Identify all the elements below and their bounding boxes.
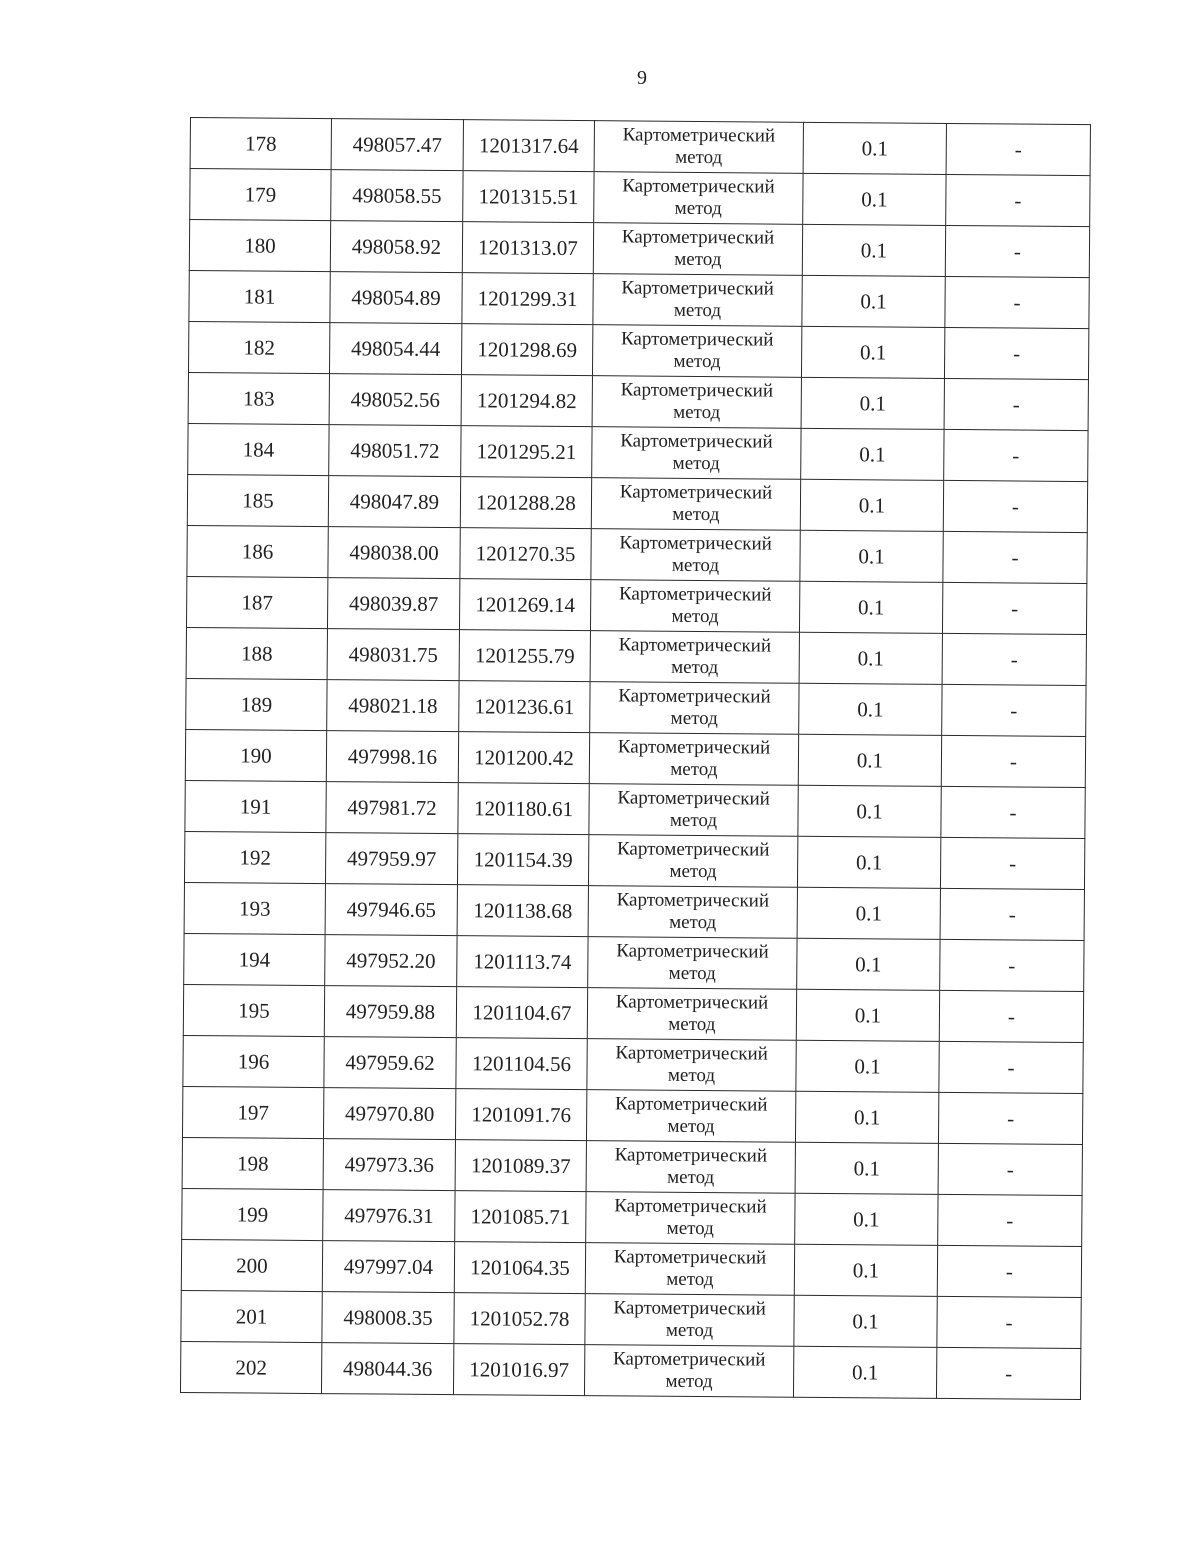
x-coordinate-cell: 498038.00 xyxy=(328,527,460,579)
method-line-1: Картометрический xyxy=(618,634,772,657)
method-cell xyxy=(586,1141,795,1194)
y-coordinate-cell: 1201299.31 xyxy=(462,273,593,325)
point-number-cell: 201 xyxy=(181,1290,322,1342)
table-row xyxy=(185,729,1085,787)
y-coordinate-cell: 1201288.28 xyxy=(460,477,591,529)
method-cell xyxy=(589,784,798,837)
point-number-cell: 200 xyxy=(181,1239,322,1291)
description-cell: - xyxy=(940,888,1084,940)
method-line-2: метод xyxy=(667,1064,716,1087)
method-line-2: метод xyxy=(672,503,720,526)
x-coordinate-cell: 497952.20 xyxy=(325,935,457,987)
method-cell xyxy=(587,988,796,1041)
method-line-1: Картометрический xyxy=(615,1042,768,1065)
x-coordinate-cell: 497981.72 xyxy=(326,782,458,834)
table-row xyxy=(188,372,1088,430)
description-cell: - xyxy=(944,378,1088,430)
x-coordinate-cell: 498054.44 xyxy=(329,323,461,375)
method-line-2: метод xyxy=(668,962,716,985)
y-coordinate-cell: 1201298.69 xyxy=(461,324,592,376)
x-coordinate-cell: 497973.36 xyxy=(323,1139,455,1191)
method-line-1: Картометрический xyxy=(618,685,771,708)
method-line-2: метод xyxy=(670,758,718,781)
accuracy-cell: 0.1 xyxy=(794,1244,937,1296)
y-coordinate-cell: 1201064.35 xyxy=(454,1242,585,1294)
accuracy-cell: 0.1 xyxy=(803,122,946,174)
accuracy-cell: 0.1 xyxy=(799,632,942,684)
method-cell xyxy=(589,733,798,786)
y-coordinate-cell: 1201052.78 xyxy=(454,1293,585,1345)
y-coordinate-cell: 1201200.42 xyxy=(458,732,589,784)
y-coordinate-cell: 1201089.37 xyxy=(455,1140,586,1192)
accuracy-cell: 0.1 xyxy=(801,428,944,480)
x-coordinate-cell: 498008.35 xyxy=(322,1292,454,1344)
description-cell: - xyxy=(939,990,1083,1042)
method-line-2: метод xyxy=(665,1370,713,1393)
method-cell xyxy=(586,1192,795,1245)
method-line-2: метод xyxy=(674,197,722,220)
y-coordinate-cell: 1201113.74 xyxy=(457,936,588,988)
coordinates-table xyxy=(180,117,1091,1400)
table-row xyxy=(188,321,1088,379)
method-line-2: метод xyxy=(669,860,717,883)
accuracy-cell: 0.1 xyxy=(799,581,942,633)
description-cell: - xyxy=(937,1296,1081,1348)
y-coordinate-cell: 1201255.79 xyxy=(459,630,590,682)
accuracy-cell: 0.1 xyxy=(793,1346,936,1398)
table-row xyxy=(185,780,1085,838)
description-cell: - xyxy=(942,633,1086,685)
method-line-1: Картометрический xyxy=(617,736,771,759)
method-cell xyxy=(586,1090,795,1143)
method-cell xyxy=(588,835,797,888)
method-line-1: Картометрический xyxy=(620,328,774,351)
point-number-cell: 197 xyxy=(182,1086,323,1138)
method-line-1: Картометрический xyxy=(616,838,770,861)
method-line-1: Картометрический xyxy=(621,226,775,249)
method-line-1: Картометрический xyxy=(620,379,774,402)
coordinates-table-wrapper xyxy=(180,117,1091,1400)
y-coordinate-cell: 1201154.39 xyxy=(457,834,588,886)
description-cell: - xyxy=(944,327,1088,379)
method-line-1: Картометрический xyxy=(614,1093,768,1116)
table-row xyxy=(182,1188,1082,1246)
method-cell xyxy=(590,682,799,735)
method-line-1: Картометрический xyxy=(616,889,770,912)
table-row xyxy=(190,169,1090,227)
description-cell: - xyxy=(936,1347,1080,1399)
description-cell: - xyxy=(941,735,1085,787)
method-line-2: метод xyxy=(671,605,719,628)
y-coordinate-cell: 1201295.21 xyxy=(461,426,592,478)
method-cell xyxy=(590,631,799,684)
description-cell: - xyxy=(937,1245,1081,1297)
point-number-cell: 192 xyxy=(184,831,325,883)
table-row xyxy=(180,1341,1080,1399)
table-row xyxy=(181,1239,1081,1297)
accuracy-cell: 0.1 xyxy=(795,1091,938,1143)
x-coordinate-cell: 498031.75 xyxy=(327,629,459,681)
point-number-cell: 186 xyxy=(187,525,328,577)
point-number-cell: 178 xyxy=(190,118,331,170)
table-row xyxy=(189,220,1089,278)
method-line-2: метод xyxy=(665,1319,714,1342)
x-coordinate-cell: 497959.88 xyxy=(324,986,456,1038)
accuracy-cell: 0.1 xyxy=(802,224,945,276)
table-row xyxy=(184,831,1084,889)
description-cell: - xyxy=(938,1143,1082,1195)
point-number-cell: 191 xyxy=(185,780,326,832)
method-line-1: Картометрический xyxy=(619,532,772,555)
table-row xyxy=(190,118,1090,176)
method-line-2: метод xyxy=(671,656,719,679)
x-coordinate-cell: 497998.16 xyxy=(326,731,458,783)
accuracy-cell: 0.1 xyxy=(801,326,944,378)
x-coordinate-cell: 498052.56 xyxy=(329,374,461,426)
method-cell xyxy=(592,325,801,378)
y-coordinate-cell: 1201313.07 xyxy=(462,222,593,274)
method-line-1: Картометрический xyxy=(614,1144,768,1167)
x-coordinate-cell: 497959.97 xyxy=(325,833,457,885)
accuracy-cell: 0.1 xyxy=(795,1142,938,1194)
point-number-cell: 185 xyxy=(187,474,328,526)
x-coordinate-cell: 498021.18 xyxy=(327,680,459,732)
description-cell: - xyxy=(944,429,1088,481)
table-row xyxy=(183,984,1083,1042)
method-cell xyxy=(593,274,802,327)
table-row xyxy=(189,270,1089,328)
description-cell: - xyxy=(942,582,1086,634)
x-coordinate-cell: 498057.47 xyxy=(331,119,463,171)
point-number-cell: 184 xyxy=(188,423,329,475)
method-line-1: Картометрический xyxy=(622,124,776,147)
description-cell: - xyxy=(946,174,1090,226)
point-number-cell: 198 xyxy=(182,1137,323,1189)
accuracy-cell: 0.1 xyxy=(799,683,942,735)
description-cell: - xyxy=(943,480,1087,532)
point-number-cell: 196 xyxy=(183,1035,324,1087)
table-row xyxy=(188,423,1088,481)
x-coordinate-cell: 498058.55 xyxy=(331,170,463,222)
table-row xyxy=(184,882,1084,940)
accuracy-cell: 0.1 xyxy=(795,1193,938,1245)
method-line-2: метод xyxy=(673,299,722,322)
y-coordinate-cell: 1201016.97 xyxy=(453,1344,584,1396)
y-coordinate-cell: 1201315.51 xyxy=(463,171,594,223)
method-cell xyxy=(591,478,800,531)
description-cell: - xyxy=(945,225,1089,277)
x-coordinate-cell: 498054.89 xyxy=(330,272,462,324)
point-number-cell: 183 xyxy=(188,372,329,424)
table-row xyxy=(186,627,1086,685)
method-cell xyxy=(591,529,800,582)
x-coordinate-cell: 497946.65 xyxy=(325,884,457,936)
point-number-cell: 187 xyxy=(186,576,327,628)
method-line-1: Картометрический xyxy=(618,583,772,606)
point-number-cell: 190 xyxy=(185,729,326,781)
description-cell: - xyxy=(945,276,1089,328)
y-coordinate-cell: 1201104.56 xyxy=(456,1038,587,1090)
method-cell xyxy=(584,1345,793,1398)
x-coordinate-cell: 498047.89 xyxy=(328,476,460,528)
description-cell: - xyxy=(938,1194,1082,1246)
y-coordinate-cell: 1201138.68 xyxy=(457,885,588,937)
method-line-1: Картометрический xyxy=(622,175,775,198)
method-line-1: Картометрический xyxy=(612,1348,766,1371)
method-line-2: метод xyxy=(669,911,717,934)
y-coordinate-cell: 1201104.67 xyxy=(456,987,587,1039)
table-row xyxy=(187,474,1087,532)
point-number-cell: 189 xyxy=(186,678,327,730)
accuracy-cell: 0.1 xyxy=(797,938,940,990)
method-cell xyxy=(594,172,803,225)
method-cell xyxy=(585,1294,794,1347)
method-line-2: метод xyxy=(672,452,720,475)
method-cell xyxy=(588,937,797,990)
accuracy-cell: 0.1 xyxy=(801,377,944,429)
description-cell: - xyxy=(939,1041,1083,1093)
accuracy-cell: 0.1 xyxy=(797,887,940,939)
table-row xyxy=(184,933,1084,991)
x-coordinate-cell: 497997.04 xyxy=(322,1241,454,1293)
point-number-cell: 181 xyxy=(189,270,330,322)
accuracy-cell: 0.1 xyxy=(796,1040,939,1092)
method-line-2: метод xyxy=(668,1013,716,1036)
accuracy-cell: 0.1 xyxy=(796,989,939,1041)
coordinates-table-body xyxy=(180,118,1090,1400)
method-cell xyxy=(590,580,799,633)
method-line-2: метод xyxy=(673,401,721,424)
y-coordinate-cell: 1201236.61 xyxy=(459,681,590,733)
method-line-1: Картометрический xyxy=(621,277,774,300)
table-row xyxy=(187,525,1087,583)
point-number-cell: 179 xyxy=(190,169,331,221)
accuracy-cell: 0.1 xyxy=(794,1295,937,1347)
point-number-cell: 202 xyxy=(180,1341,321,1393)
x-coordinate-cell: 497959.62 xyxy=(324,1037,456,1089)
x-coordinate-cell: 498051.72 xyxy=(329,425,461,477)
x-coordinate-cell: 498058.92 xyxy=(330,221,462,273)
method-line-2: метод xyxy=(671,554,720,577)
description-cell: - xyxy=(943,531,1087,583)
y-coordinate-cell: 1201269.14 xyxy=(459,579,590,631)
y-coordinate-cell: 1201317.64 xyxy=(463,120,594,172)
method-line-1: Картометрический xyxy=(615,991,769,1014)
method-line-1: Картометрический xyxy=(619,481,773,504)
table-row xyxy=(182,1086,1082,1144)
page-number: 9 xyxy=(637,67,647,89)
accuracy-cell: 0.1 xyxy=(797,836,940,888)
point-number-cell: 193 xyxy=(184,882,325,934)
method-line-2: метод xyxy=(666,1268,714,1291)
method-cell xyxy=(592,427,801,480)
description-cell: - xyxy=(946,123,1090,175)
method-cell xyxy=(593,223,802,276)
y-coordinate-cell: 1201270.35 xyxy=(460,528,591,580)
x-coordinate-cell: 497970.80 xyxy=(323,1088,455,1140)
point-number-cell: 195 xyxy=(183,984,324,1036)
table-row xyxy=(183,1035,1083,1093)
method-line-2: метод xyxy=(674,248,722,271)
y-coordinate-cell: 1201091.76 xyxy=(455,1089,586,1141)
accuracy-cell: 0.1 xyxy=(798,734,941,786)
method-line-2: метод xyxy=(667,1115,715,1138)
y-coordinate-cell: 1201180.61 xyxy=(458,783,589,835)
point-number-cell: 199 xyxy=(182,1188,323,1240)
x-coordinate-cell: 497976.31 xyxy=(323,1190,455,1242)
method-line-1: Картометрический xyxy=(613,1297,766,1320)
description-cell: - xyxy=(942,684,1086,736)
point-number-cell: 182 xyxy=(188,321,329,373)
method-line-1: Картометрический xyxy=(617,787,770,810)
description-cell: - xyxy=(938,1092,1082,1144)
y-coordinate-cell: 1201085.71 xyxy=(455,1191,586,1243)
table-row xyxy=(182,1137,1082,1195)
method-cell xyxy=(588,886,797,939)
x-coordinate-cell: 498039.87 xyxy=(327,578,459,630)
method-cell xyxy=(585,1243,794,1296)
point-number-cell: 188 xyxy=(186,627,327,679)
method-line-2: метод xyxy=(675,146,723,169)
method-line-2: метод xyxy=(667,1166,715,1189)
method-line-2: метод xyxy=(670,707,718,730)
table-row xyxy=(186,576,1086,634)
accuracy-cell: 0.1 xyxy=(800,479,943,531)
method-cell xyxy=(592,376,801,429)
table-row xyxy=(181,1290,1081,1348)
accuracy-cell: 0.1 xyxy=(803,173,946,225)
method-line-2: метод xyxy=(666,1217,714,1240)
description-cell: - xyxy=(940,837,1084,889)
method-line-1: Картометрический xyxy=(616,940,769,963)
point-number-cell: 194 xyxy=(184,933,325,985)
method-line-1: Картометрический xyxy=(614,1195,767,1218)
method-line-1: Картометрический xyxy=(613,1246,767,1269)
method-cell xyxy=(594,121,803,174)
description-cell: - xyxy=(941,786,1085,838)
accuracy-cell: 0.1 xyxy=(800,530,943,582)
method-line-2: метод xyxy=(673,350,721,373)
table-row xyxy=(186,678,1086,736)
y-coordinate-cell: 1201294.82 xyxy=(461,375,592,427)
x-coordinate-cell: 498044.36 xyxy=(321,1343,453,1395)
method-line-1: Картометрический xyxy=(620,430,773,453)
accuracy-cell: 0.1 xyxy=(802,275,945,327)
method-cell xyxy=(587,1039,796,1092)
point-number-cell: 180 xyxy=(189,220,330,272)
method-line-2: метод xyxy=(669,809,718,832)
description-cell: - xyxy=(940,939,1084,991)
accuracy-cell: 0.1 xyxy=(798,785,941,837)
